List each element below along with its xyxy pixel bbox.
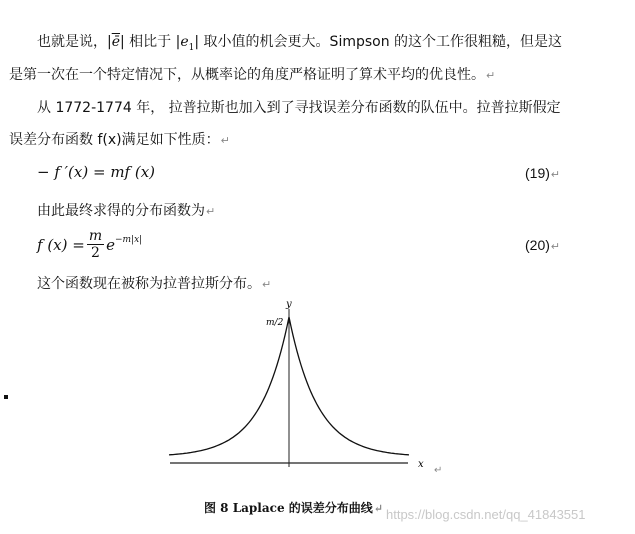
- text-segment: 误差分布函数 f(x)满足如下性质：: [9, 132, 220, 148]
- figure-caption: 图 8 Laplace 的误差分布曲线↵: [204, 501, 383, 515]
- paragraph-mark: ↵: [373, 502, 383, 515]
- bullet-marker: [4, 395, 8, 399]
- paragraph-mark: ↵: [550, 241, 561, 253]
- paragraph-1-line-2: [9, 66, 495, 85]
- equation-19: − f ′(x) = mf (x): [37, 163, 156, 181]
- text-segment: 也就是说，|: [37, 34, 112, 50]
- equation-20-number: (20)↵: [525, 237, 561, 253]
- paragraph-2-line-1: [37, 99, 561, 117]
- paragraph-mark: ↵: [486, 69, 496, 82]
- equation-20: [37, 229, 142, 260]
- laplace-figure: [150, 295, 450, 480]
- exponential: $e^{-m|x|}$: [106, 235, 143, 254]
- paragraph-mark: ↵: [434, 465, 443, 476]
- math-e-bar: $\overline{ē}$: [111, 34, 121, 50]
- paragraph-mark: ↵: [550, 169, 561, 181]
- y-axis-label: y: [286, 299, 292, 310]
- text-segment: 从 1772-1774 年， 拉普拉斯也加入到了寻找误差分布函数的队伍中。拉普拉斯假定: [37, 100, 561, 116]
- paragraph-mark: ↵: [206, 205, 216, 218]
- text-segment: | 取小值的机会更大。Simpson 的这个工作很粗糙，但是这: [194, 34, 563, 50]
- equation-20-lhs: f (x) =: [37, 235, 85, 254]
- peak-label: m/2: [266, 318, 284, 328]
- text-segment: | 相比于 |: [120, 34, 181, 50]
- math-e1: $e_1$: [180, 34, 195, 53]
- paragraph-3: [37, 202, 215, 221]
- fraction: $\frac{m}{2}$: [88, 228, 103, 261]
- equation-19-number: (19)↵: [525, 165, 561, 181]
- paragraph-1-line-1: [37, 33, 562, 57]
- text-segment: 是第一次在一个特定情况下，从概率论的角度严格证明了算术平均的优良性。: [9, 67, 485, 83]
- paragraph-4: [37, 275, 271, 294]
- paragraph-2-line-2: [9, 131, 230, 150]
- watermark: https://blog.csdn.net/qq_41843551: [386, 507, 586, 522]
- paragraph-mark: ↵: [220, 134, 230, 147]
- x-axis-label: x: [418, 459, 424, 470]
- text-segment: 这个函数现在被称为拉普拉斯分布。: [37, 276, 261, 292]
- text-segment: 由此最终求得的分布函数为: [37, 203, 205, 219]
- paragraph-mark: ↵: [262, 278, 272, 291]
